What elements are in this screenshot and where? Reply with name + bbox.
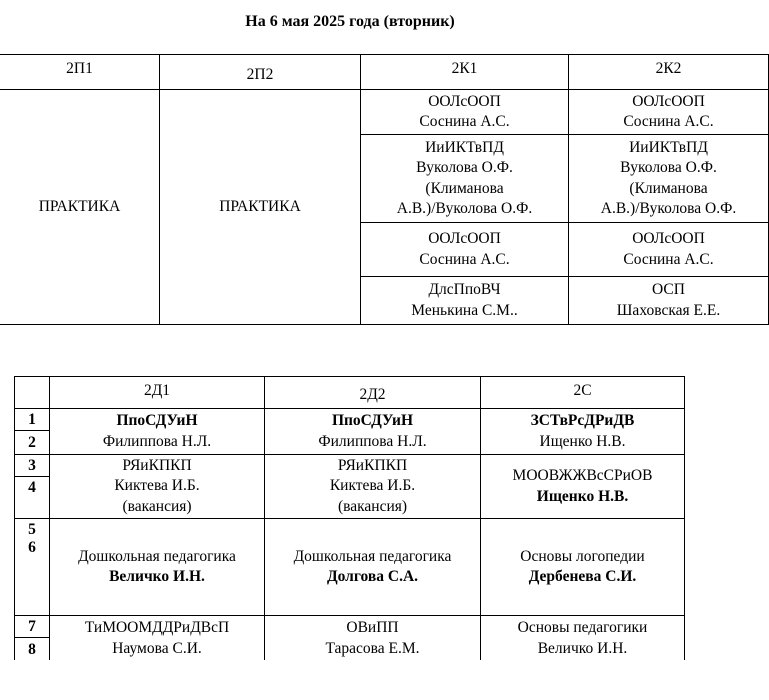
subject-name: РЯиКПКП (337, 456, 408, 474)
teacher-name: (Климанова (629, 179, 708, 197)
subject-name: ООЛсООП (632, 92, 705, 110)
lesson-number-header (15, 377, 50, 409)
teacher-name: А.В.)/Вуколова О.Ф. (600, 200, 737, 217)
lesson-cell (50, 409, 265, 455)
teacher-name: Ищенко Н.В. (539, 432, 626, 450)
teacher-name: Ищенко Н.В. (536, 487, 629, 505)
lesson-cell (265, 616, 481, 662)
table-row (0, 90, 769, 135)
page-crop-edge (0, 660, 700, 700)
lesson-cell (481, 519, 685, 616)
lesson-cell (50, 616, 265, 662)
lesson-number: 6 (28, 539, 36, 556)
subject-name: ООЛсООП (428, 230, 501, 247)
lesson-cell (50, 455, 265, 519)
lesson-cell (569, 277, 769, 325)
lesson-cell (361, 90, 569, 135)
teacher-name: (вакансия) (337, 497, 408, 515)
subject-name: Основы педагогики (517, 619, 648, 636)
subject-name: Дошкольная педагогика (293, 547, 452, 565)
teacher-name: Наумова С.И. (112, 639, 202, 657)
subject-name: ТиМООМДДРиДВсП (84, 619, 230, 636)
teacher-name: Филиппова Н.Л. (102, 432, 212, 450)
lesson-cell (569, 223, 769, 277)
teacher-name: Филиппова Н.Л. (318, 432, 427, 450)
subject-name: ДлсПпоВЧ (428, 281, 501, 298)
teacher-name: Дербенева С.И. (528, 568, 637, 585)
lesson-cell (481, 455, 685, 519)
subject-name: РЯиКПКП (122, 456, 192, 474)
group-header-2k1: 2К1 (361, 55, 569, 90)
lesson-numbers-5-6 (15, 519, 50, 616)
table-header-row (15, 377, 685, 409)
teacher-name: Соснина А.С. (419, 250, 510, 268)
lesson-number: 2 (15, 431, 50, 455)
teacher-name: Шаховская Е.Е. (616, 301, 721, 319)
lesson-number: 8 (15, 638, 50, 662)
schedule-date-heading: На 6 мая 2025 года (вторник) (245, 13, 455, 30)
teacher-name: Величко И.Н. (537, 639, 628, 657)
subject-name: ИиИКТвПД (425, 138, 504, 156)
group-header-2d1: 2Д1 (50, 377, 265, 409)
schedule-table-bottom (14, 376, 685, 662)
practice-cell-2p1: ПРАКТИКА (0, 90, 160, 325)
teacher-name: (вакансия) (122, 497, 192, 515)
teacher-name: Долгова С.А. (326, 568, 419, 585)
lesson-cell (361, 223, 569, 277)
lesson-number: 3 (15, 455, 50, 477)
teacher-name: Величко И.Н. (109, 568, 205, 585)
subject-name: ПпоСДУиН (331, 412, 414, 429)
lesson-cell (481, 409, 685, 455)
subject-name: Дошкольная педагогика (78, 547, 236, 565)
group-header-2s: 2С (481, 377, 685, 409)
table-row (15, 409, 685, 431)
lesson-cell (265, 519, 481, 616)
lesson-number: 4 (15, 477, 50, 519)
lesson-cell (265, 455, 481, 519)
group-header-2p1: 2П1 (0, 55, 160, 90)
lesson-cell (265, 409, 481, 455)
teacher-name: Соснина А.С. (419, 113, 510, 130)
subject-name: ПпоСДУиН (116, 412, 198, 429)
teacher-name: (Климанова (425, 179, 504, 197)
table-row (15, 616, 685, 638)
subject-name: ИиИКТвПД (629, 138, 708, 156)
subject-name: ОВиПП (346, 619, 399, 636)
lesson-number: 7 (15, 616, 50, 638)
practice-cell-2p2: ПРАКТИКА (160, 90, 361, 325)
teacher-name: Соснина А.С. (623, 250, 714, 268)
teacher-name: Вуколова О.Ф. (620, 159, 717, 176)
group-header-2k2: 2К2 (569, 55, 769, 90)
teacher-name: Менькина С.М.. (411, 301, 518, 319)
lesson-cell (569, 135, 769, 223)
lesson-cell (361, 135, 569, 223)
teacher-name: Киктева И.Б. (329, 477, 416, 495)
schedule-table-top (0, 54, 769, 325)
subject-name: ОСП (652, 281, 685, 298)
teacher-name: Соснина А.С. (623, 113, 714, 130)
lesson-cell (481, 616, 685, 662)
table-row (15, 455, 685, 477)
teacher-name: Тарасова Е.М. (325, 639, 420, 657)
group-header-2d2: 2Д2 (265, 377, 481, 409)
table-header-row (0, 55, 769, 90)
lesson-number: 1 (15, 409, 50, 431)
teacher-name: Киктева И.Б. (114, 477, 200, 495)
teacher-name: А.В.)/Вуколова О.Ф. (396, 200, 533, 217)
subject-name: ЗСТвРсДРиДВ (530, 412, 635, 429)
subject-name: ООЛсООП (428, 92, 501, 110)
lesson-cell (569, 90, 769, 135)
subject-name: МООВЖЖВсСРиОВ (512, 467, 653, 484)
lesson-cell (361, 277, 569, 325)
lesson-cell (50, 519, 265, 616)
table-row (15, 519, 685, 616)
lesson-number: 5 (28, 521, 36, 538)
subject-name: ООЛсООП (632, 230, 705, 247)
subject-name: Основы логопедии (520, 547, 645, 565)
teacher-name: Вуколова О.Ф. (416, 159, 513, 176)
group-header-2p2: 2П2 (160, 55, 361, 90)
